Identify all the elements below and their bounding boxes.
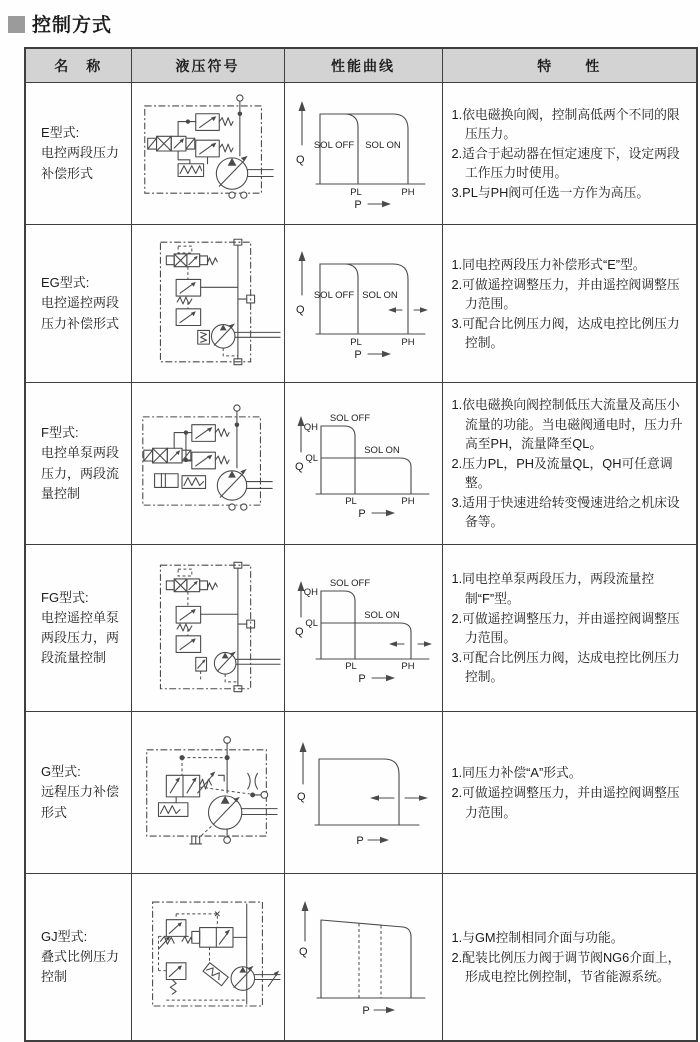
connection-lines — [174, 430, 192, 462]
relief-valve-icon — [176, 606, 201, 631]
boundary-box — [144, 106, 261, 193]
curve-cell — [284, 83, 442, 225]
qh-tick-label: QH — [303, 586, 318, 598]
model-type: E型式: — [41, 125, 80, 141]
page-title — [8, 10, 112, 37]
model-desc: 电控单泵两段压力，两段流量控制 — [41, 445, 120, 501]
orifice-icon — [199, 773, 267, 798]
relief-valve-icon — [158, 911, 219, 948]
feature-item: 2.可做遥控调整压力，并由遥控阀调整压力范围。 — [451, 785, 680, 820]
performance-curve-E — [288, 91, 438, 211]
sol-on-label: SOL ON — [362, 290, 398, 301]
feature-item: 3.可配合比例压力阀，达成电控比例压力控制。 — [451, 316, 680, 351]
p-axis-label: P — [354, 199, 362, 211]
feature-item: 2.配装比例压力阀于调节阀NG6介面上，形成电控比例控制，节省能源系统。 — [451, 949, 681, 985]
sol-on-label: SOL ON — [364, 445, 400, 456]
curve-cell — [284, 545, 442, 712]
table-row-EG — [25, 225, 697, 383]
symbol-cell — [131, 83, 284, 225]
q-axis-label: Q — [299, 945, 308, 958]
table-row-F — [25, 383, 697, 545]
p-axis — [362, 1005, 395, 1017]
features-cell — [442, 545, 697, 712]
features-cell — [442, 383, 697, 545]
feature-item: 3.适用于快速进给转变慢速进给之机床设备等。 — [451, 495, 680, 530]
table-row-G — [25, 712, 697, 874]
boundary-box — [142, 417, 260, 505]
solenoid-valve-icon — [166, 246, 217, 267]
p-axis — [358, 673, 395, 685]
sol-on-label: SOL ON — [364, 609, 400, 621]
performance-curve-GJ — [288, 891, 438, 1019]
curve-lines — [315, 759, 419, 825]
header-symbol: 液压符号 — [131, 48, 284, 83]
name-cell — [25, 874, 131, 1042]
relief-valve-icon — [176, 279, 201, 304]
spring-box-icon — [182, 476, 206, 489]
section-bullet-icon — [8, 16, 25, 33]
spring-box-icon — [158, 797, 187, 817]
directional-valve-icon — [143, 448, 190, 463]
p-axis-label: P — [358, 508, 366, 520]
sol-off-label: SOL OFF — [313, 290, 355, 301]
auxiliary-valve-icon — [195, 657, 206, 682]
feature-item: 2.适合于起动器在恒定速度下，设定两段工作压力时使用。 — [451, 145, 680, 181]
symbol-cell — [131, 874, 284, 1042]
ph-tick-label: PH — [401, 187, 415, 198]
feature-item: 1.同压力补偿“A”形式。 — [451, 765, 582, 781]
sol-off-label: SOL OFF — [313, 140, 355, 151]
relief-valve-icon — [191, 452, 228, 469]
pl-tick-label: PL — [350, 337, 362, 348]
feature-item: 1.与GM控制相同介面与功能。 — [451, 929, 624, 945]
model-desc: 电控两段压力补偿形式 — [41, 145, 120, 181]
hydraulic-symbol-F — [133, 398, 283, 524]
spring-box-icon — [178, 164, 203, 177]
relief-valve-icon — [195, 140, 232, 157]
relief-valve-icon — [176, 309, 201, 326]
pump-icon — [214, 651, 280, 674]
ph-tick-label: PH — [401, 496, 415, 507]
name-cell — [25, 712, 131, 874]
pl-tick-label: PL — [350, 187, 362, 198]
model-type: G型式: — [41, 764, 81, 780]
cylinder-icon — [154, 474, 178, 488]
feature-item: 2.可做遥控调整压力，并由遥控阀调整压力范围。 — [451, 610, 680, 645]
table-header — [25, 48, 697, 83]
performance-curve-EG — [288, 241, 438, 361]
model-type: EG型式: — [41, 275, 90, 291]
sol-off-label: SOL OFF — [329, 577, 371, 589]
spring-box-icon — [197, 330, 209, 344]
features-cell — [442, 225, 697, 383]
port-line — [233, 405, 239, 468]
model-desc: 电控遥控单泵两段压力，两段流量控制 — [41, 609, 120, 666]
feature-item: 1.同电控单泵两段压力，两段流量控制“F”型。 — [451, 571, 655, 606]
q-axis-label: Q — [295, 461, 304, 473]
compensator-valve-icon — [166, 771, 224, 796]
relief-valve-icon — [176, 635, 201, 652]
table-row-E — [25, 83, 697, 225]
features-cell — [442, 874, 697, 1042]
q-axis-label: Q — [295, 625, 304, 638]
curve-lines — [316, 591, 429, 659]
model-desc: 电控遥控两段压力补偿形式 — [41, 295, 120, 331]
pump-icon — [216, 156, 273, 198]
model-desc: 叠式比例压力控制 — [41, 948, 120, 985]
relief-valve-icon — [195, 114, 232, 131]
feature-item: 3.可配合比例压力阀，达成电控比例压力控制。 — [451, 650, 680, 685]
q-axis-label: Q — [297, 791, 306, 803]
curve-lines — [316, 426, 429, 494]
features-cell — [442, 712, 697, 874]
curve-lines — [317, 920, 425, 998]
hydraulic-symbol-FG — [133, 556, 283, 696]
feature-item: 2.可做遥控调整压力，并由遥控阀调整压力范围。 — [451, 276, 680, 311]
ph-tick-label: PH — [401, 660, 415, 672]
q-axis — [299, 251, 306, 295]
qh-tick-label: QH — [303, 422, 318, 433]
ql-tick-label: QL — [305, 617, 318, 629]
feature-item: 1.同电控两段压力补偿形式“E”型。 — [451, 256, 646, 272]
feature-item: 3.PL与PH阀可任选一方作为高压。 — [451, 185, 650, 201]
pump-icon — [231, 965, 280, 990]
symbol-cell — [131, 545, 284, 712]
table-row-GJ — [25, 874, 697, 1042]
curve-cell — [284, 874, 442, 1042]
curve-cell — [284, 712, 442, 874]
hydraulic-symbol-EG — [133, 233, 283, 369]
p-axis — [354, 199, 391, 211]
pilot-valve-icon — [203, 962, 228, 985]
model-type: GJ型式: — [41, 928, 88, 944]
pump-icon — [211, 324, 280, 349]
pump-icon — [217, 469, 272, 510]
ph-tick-label: PH — [401, 337, 415, 348]
model-type: FG型式: — [41, 589, 89, 605]
performance-curve-G — [288, 730, 438, 850]
pump-icon — [189, 796, 276, 844]
curve-cell — [284, 383, 442, 545]
symbol-cell — [131, 712, 284, 874]
pl-tick-label: PL — [345, 496, 357, 507]
q-axis — [300, 742, 307, 784]
proportional-valve-icon — [182, 927, 247, 960]
pl-tick-label: PL — [345, 660, 357, 672]
curve-cell — [284, 225, 442, 383]
header-name: 名 称 — [25, 48, 131, 83]
feature-item: 2.压力PL，PH及流量QL，QH可任意调整。 — [451, 455, 673, 491]
p-axis-label: P — [362, 1004, 370, 1017]
header-curve: 性能曲线 — [284, 48, 442, 83]
p-axis-label: P — [356, 835, 364, 847]
name-cell — [25, 383, 131, 545]
boundary-box — [146, 750, 266, 836]
hydraulic-symbol-GJ — [133, 889, 283, 1021]
model-type: F型式: — [41, 425, 79, 441]
symbol-cell — [131, 225, 284, 383]
proportional-setpoint-lines — [359, 923, 381, 998]
control-methods-table — [24, 47, 698, 1042]
port-line — [233, 239, 241, 364]
q-axis — [299, 101, 306, 145]
q-axis — [302, 901, 309, 941]
page-title-text: 控制方式 — [32, 15, 113, 36]
solenoid-valve-icon — [166, 569, 217, 592]
table-row-FG — [25, 545, 697, 712]
name-cell — [25, 225, 131, 383]
q-axis-label: Q — [296, 154, 305, 166]
port-line — [236, 95, 242, 156]
model-desc: 远程压力补偿形式 — [41, 784, 120, 820]
header-features: 特 性 — [442, 48, 697, 83]
ql-tick-label: QL — [305, 453, 318, 464]
p-axis — [354, 349, 391, 361]
q-axis-label: Q — [296, 304, 305, 316]
hydraulic-symbol-E — [133, 91, 283, 211]
features-cell — [442, 83, 697, 225]
symbol-cell — [131, 383, 284, 545]
port-line — [233, 562, 241, 691]
hydraulic-symbol-G — [133, 729, 283, 851]
feature-item: 1.依电磁换向阀控制低压大流量及高压小流量的功能。当电磁阀通电时，压力升高至PH，流量降至QL。 — [451, 397, 683, 451]
name-cell — [25, 545, 131, 712]
name-cell — [25, 83, 131, 225]
performance-curve-F — [288, 400, 438, 522]
relief-valve-icon — [191, 425, 228, 442]
sol-off-label: SOL OFF — [329, 413, 371, 424]
p-axis — [356, 835, 389, 847]
p-axis — [358, 508, 395, 520]
feature-item: 1.依电磁换向阀，控制高低两个不同的限压压力。 — [451, 106, 680, 141]
p-axis-label: P — [358, 672, 366, 685]
sol-on-label: SOL ON — [365, 140, 401, 151]
directional-valve-icon — [147, 136, 194, 151]
p-axis-label: P — [354, 349, 362, 361]
performance-curve-FG — [288, 565, 438, 687]
